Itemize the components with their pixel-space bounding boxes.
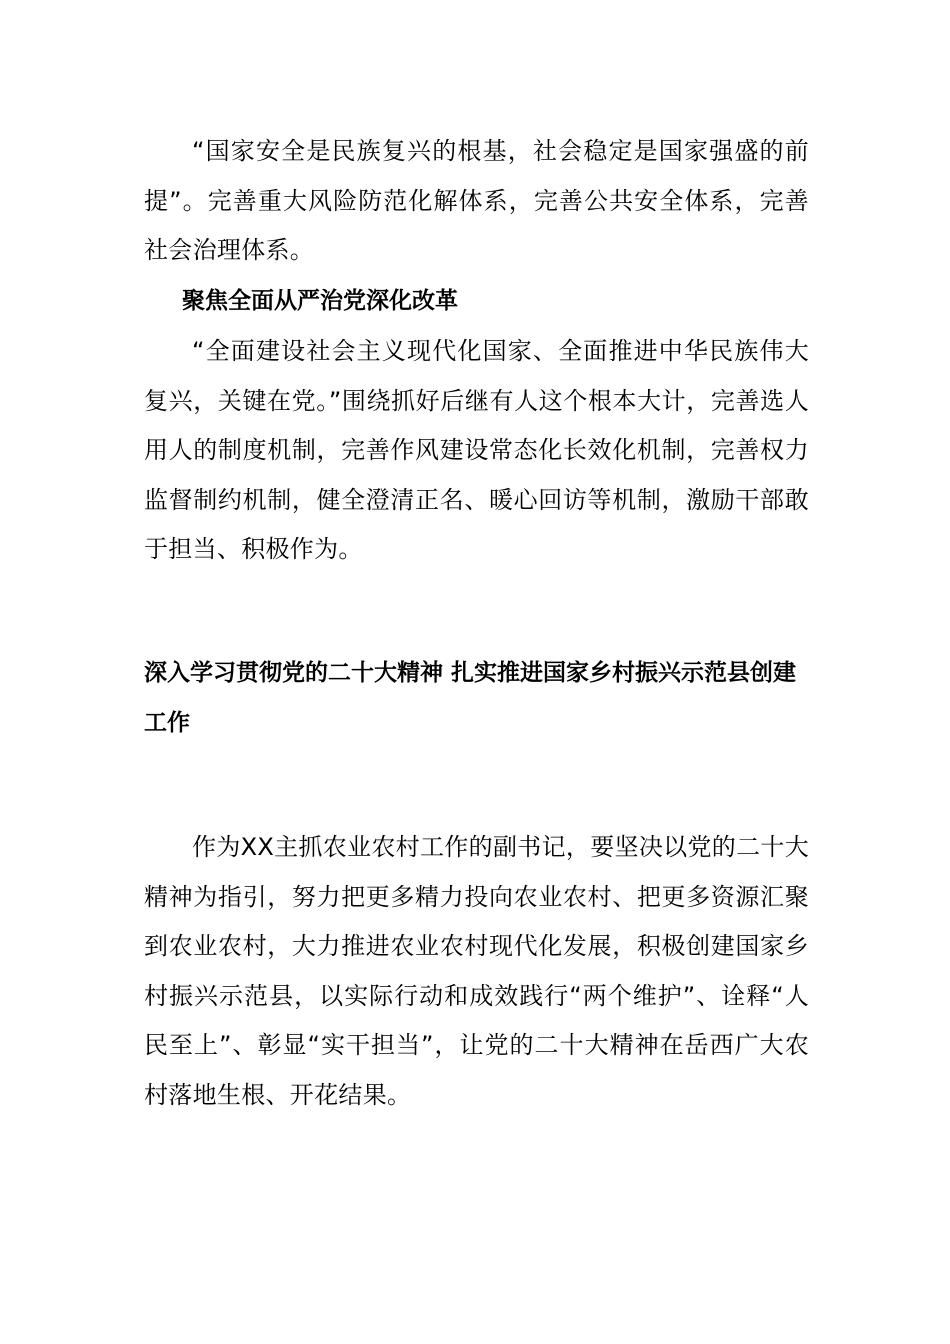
- subheading-party-reform: 聚焦全面从严治党深化改革: [182, 288, 458, 314]
- article-title: 深入学习贯彻党的二十大精神 扎实推进国家乡村振兴示范县创建工作: [144, 660, 797, 736]
- paragraph-rural-revitalization: 作为XX主抓农业农村工作的副书记，要坚决以党的二十大精神为指引，努力把更多精力投向农业农村、把更多资源汇聚到农业农村，大力推进农业农村现代化发展，积极创建国家乡村振兴示范县，以实际行动和成效践行“两个维护”、诠释“人民至上”、彰显“实干担当”，让党的二十大精神在岳西广大农村落地生根、开花结果。: [144, 833, 809, 1109]
- paragraph-national-security: “国家安全是民族复兴的根基，社会稳定是国家强盛的前提”。完善重大风险防范化解体系，完善公共安全体系，完善社会治理体系。: [144, 137, 809, 265]
- paragraph-party-building: “全面建设社会主义现代化国家、全面推进中华民族伟大复兴，关键在党。”围绕抓好后继有人这个根本大计，完善选人用人的制度机制，完善作风建设常态化长效化机制，完善权力监督制约机制，健全澄清正名、暖心回访等机制，激励干部敢于担当、积极作为。: [144, 337, 809, 564]
